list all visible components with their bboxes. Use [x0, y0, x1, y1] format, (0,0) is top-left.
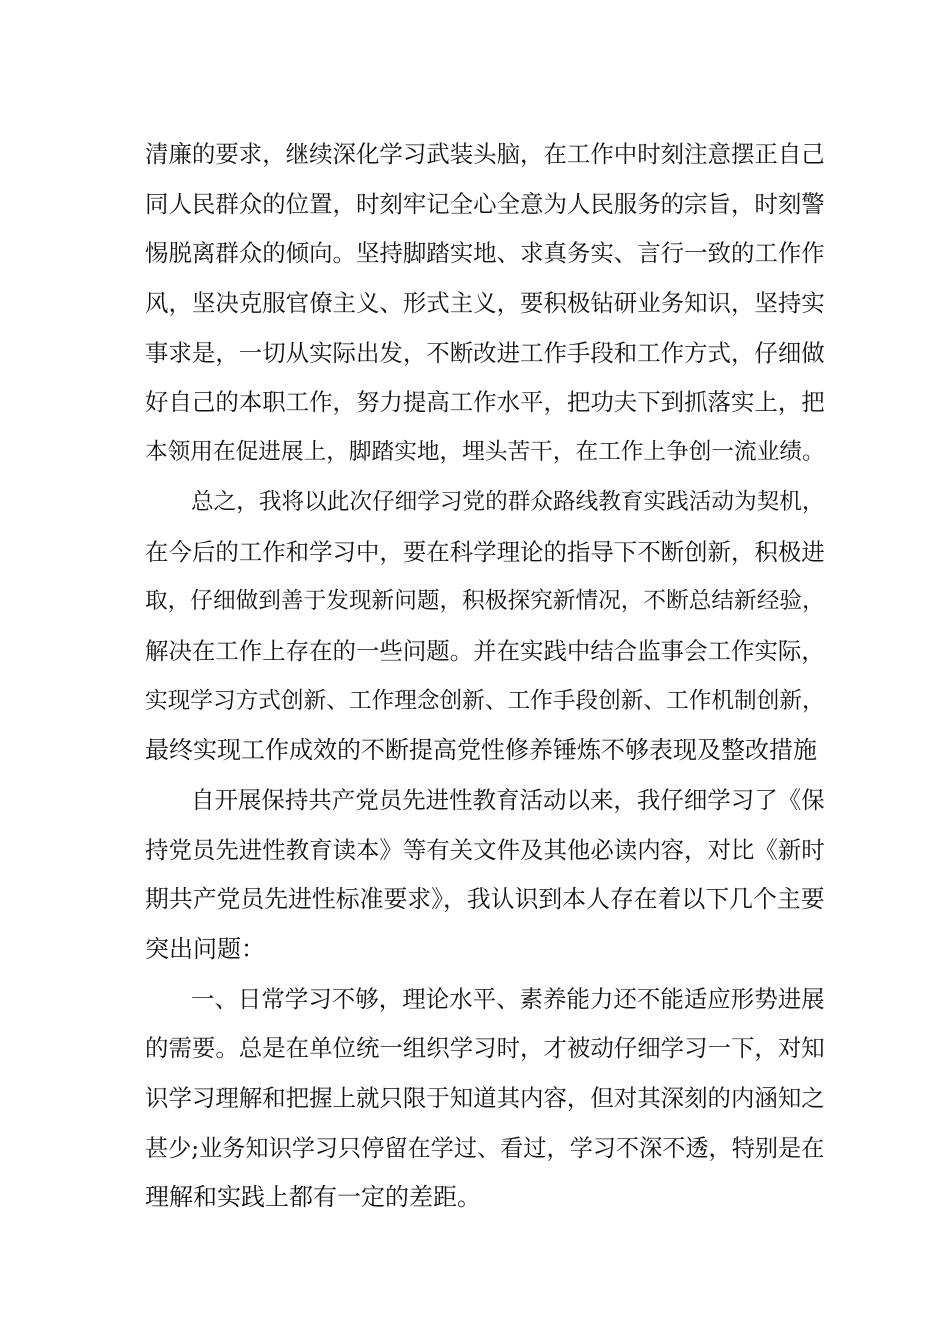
text-line: 事求是，一切从实际出发，不断改进工作手段和工作方式，仔细做	[145, 338, 825, 367]
text-line: 风，坚决克服官僚主义、形式主义，要积极钻研业务知识，坚持实	[145, 289, 825, 318]
text-line: 清廉的要求，继续深化学习武装头脑，在工作中时刻注意摆正自己	[145, 140, 825, 168]
text-line: 期共产党员先进性标准要求》，我认识到本人存在着以下几个主要	[145, 885, 825, 914]
text-line: 持党员先进性教育读本》等有关文件及其他必读内容，对比《新时	[145, 835, 825, 864]
text-line: 最终实现工作成效的不断提高党性修养锤炼不够表现及整改措施	[145, 736, 817, 765]
text-line: 解决在工作上存在的一些问题。并在实践中结合监事会工作实际，	[145, 636, 825, 665]
text-line: 在今后的工作和学习中，要在科学理论的指导下不断创新，积极进	[145, 537, 825, 566]
text-line: 本领用在促进展上，脚踏实地，埋头苦干，在工作上争创一流业绩。	[145, 439, 825, 466]
text-line: 取，仔细做到善于发现新问题，积极探究新情况，不断总结新经验，	[145, 588, 825, 615]
body-text	[145, 130, 825, 1223]
paragraph-first-line: 自开展保持共产党员先进性教育活动以来，我仔细学习了《保	[191, 785, 825, 814]
text-line: 的需要。总是在单位统一组织学习时，才被动仔细学习一下，对知	[145, 1034, 825, 1063]
text-line: 惕脱离群众的倾向。坚持脚踏实地、求真务实、言行一致的工作作	[145, 239, 825, 268]
text-line: 突出问题：	[145, 935, 265, 963]
paragraph-first-line: 总之，我将以此次仔细学习党的群众路线教育实践活动为契机，	[191, 488, 825, 515]
text-line: 同人民群众的位置，时刻牢记全心全意为人民服务的宗旨，时刻警	[145, 189, 825, 218]
text-line: 识学习理解和把握上就只限于知道其内容，但对其深刻的内涵知之	[145, 1084, 825, 1113]
text-line: 实现学习方式创新、工作理念创新、工作手段创新、工作机制创新，	[145, 687, 825, 714]
text-line: 甚少;业务知识学习只停留在学过、看过，学习不深不透，特别是在	[145, 1134, 825, 1162]
text-line: 好自己的本职工作，努力提高工作水平，把功夫下到抓落实上，把	[145, 388, 825, 417]
text-line: 理解和实践上都有一定的差距。	[145, 1183, 481, 1212]
paragraph-first-line: 一、日常学习不够，理论水平、素养能力还不能适应形势进展	[191, 984, 825, 1013]
